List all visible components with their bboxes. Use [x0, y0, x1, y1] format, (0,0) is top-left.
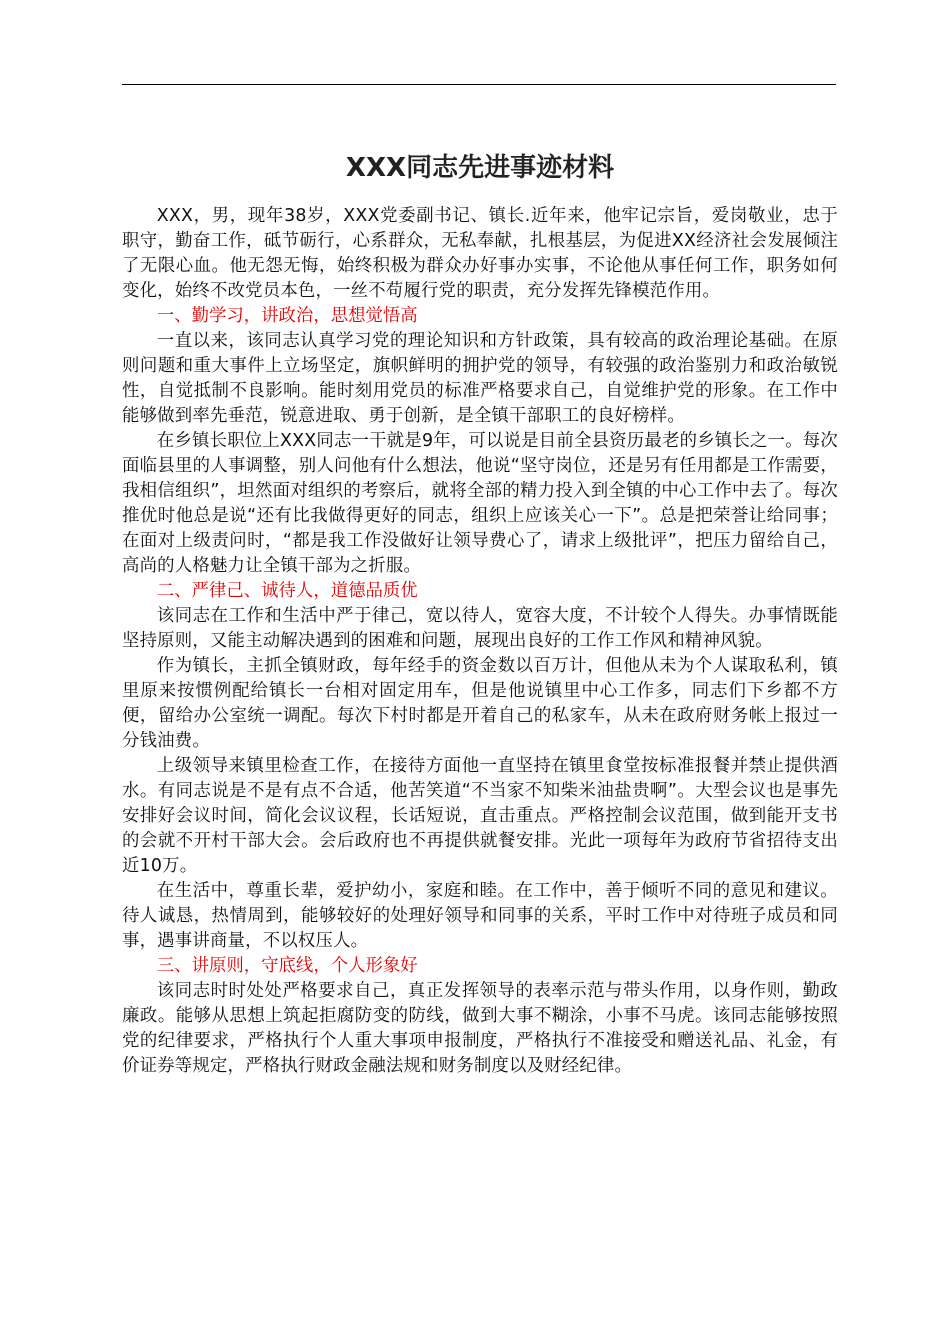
body-paragraph: 作为镇长，主抓全镇财政，每年经手的资金数以百万计，但他从未为个人谋取私利，镇里原来按惯例配给镇长一台相对固定用车，但是他说镇里中心工作多，同志们下乡都不方便，留给办公室统一调配。每次下村时都是开着自己的私家车，从未在政府财务帐上报过一分钱油费。 [122, 656, 838, 751]
title-prefix: XXX [345, 153, 407, 183]
body-paragraph: 上级领导来镇里检查工作，在接待方面他一直坚持在镇里食堂按标准报餐并禁止提供酒水。有同志说是不是有点不合适，他苦笑道“不当家不知柴米油盐贵啊”。大型会议也是事先安排好会议时间，简化会议议程，长话短说，直击重点。严格控制会议范围，做到能开支书的会就不开村干部大会。会后政府也不再提供就餐安排。光此一项每年为政府节省招待支出近10万。 [122, 756, 838, 876]
body-paragraph: 该同志时时处处严格要求自己，真正发挥领导的表率示范与带头作用，以身作则，勤政廉政。能够从思想上筑起拒腐防变的防线，做到大事不糊涂，小事不马虎。该同志能够按照党的纪律要求，严格执行个人重大事项申报制度，严格执行不准接受和赠送礼品、礼金，有价证券等规定，严格执行财政金融法规和财务制度以及财经纪律。 [122, 981, 838, 1076]
body-paragraph: 一直以来，该同志认真学习党的理论知识和方针政策，具有较高的政治理论基础。在原则问题和重大事件上立场坚定，旗帜鲜明的拥护党的领导，有较强的政治鉴别力和政治敏锐性，自觉抵制不良影响。能时刻用党员的标准严格要求自己，自觉维护党的形象。在工作中能够做到率先垂范，锐意进取、勇于创新，是全镇干部职工的良好榜样。 [122, 331, 838, 426]
document-body [122, 150, 838, 1079]
section-heading: 二、严律己、诚待人，道德品质优 [156, 581, 418, 601]
section-heading: 三、讲原则，守底线，个人形象好 [156, 956, 418, 976]
intro-paragraph: XXX，男，现年38岁，XXX党委副书记、镇长.近年来，他牢记宗旨，爱岗敬业，忠于职守，勤奋工作，砥节砺行，心系群众，无私奉献，扎根基层，为促进XX经济社会发展倾注了无限心血。他无怨无悔，始终积极为群众办好事办实事，不论他从事任何工作，职务如何变化，始终不改党员本色，一丝不苟履行党的职责，充分发挥先锋模范作用。 [122, 206, 838, 301]
body-paragraph: 该同志在工作和生活中严于律己，宽以待人，宽容大度，不计较个人得失。办事情既能坚持原则，又能主动解决遇到的困难和问题，展现出良好的工作工作风和精神风貌。 [122, 606, 838, 651]
document-title [122, 150, 838, 186]
title-suffix: 同志先进事迹材料 [406, 153, 615, 183]
section-heading: 一、勤学习，讲政治，思想觉悟高 [156, 306, 418, 326]
body-paragraph: 在生活中，尊重长辈，爱护幼小，家庭和睦。在工作中，善于倾听不同的意见和建议。待人诚恳，热情周到，能够较好的处理好领导和同事的关系，平时工作中对待班子成员和同事，遇事讲商量，不以权压人。 [122, 881, 838, 951]
body-paragraph: 在乡镇长职位上XXX同志一干就是9年，可以说是目前全县资历最老的乡镇长之一。每次面临县里的人事调整，别人问他有什么想法，他说“坚守岗位，还是另有任用都是工作需要，我相信组织”，坦然面对组织的考察后，就将全部的精力投入到全镇的中心工作中去了。每次推优时他总是说“还有比我做得更好的同志，组织上应该关心一下”。总是把荣誉让给同事；在面对上级责问时，“都是我工作没做好让领导费心了，请求上级批评”，把压力留给自己，高尚的人格魅力让全镇干部为之折服。 [122, 431, 838, 576]
header-rule [122, 84, 836, 85]
